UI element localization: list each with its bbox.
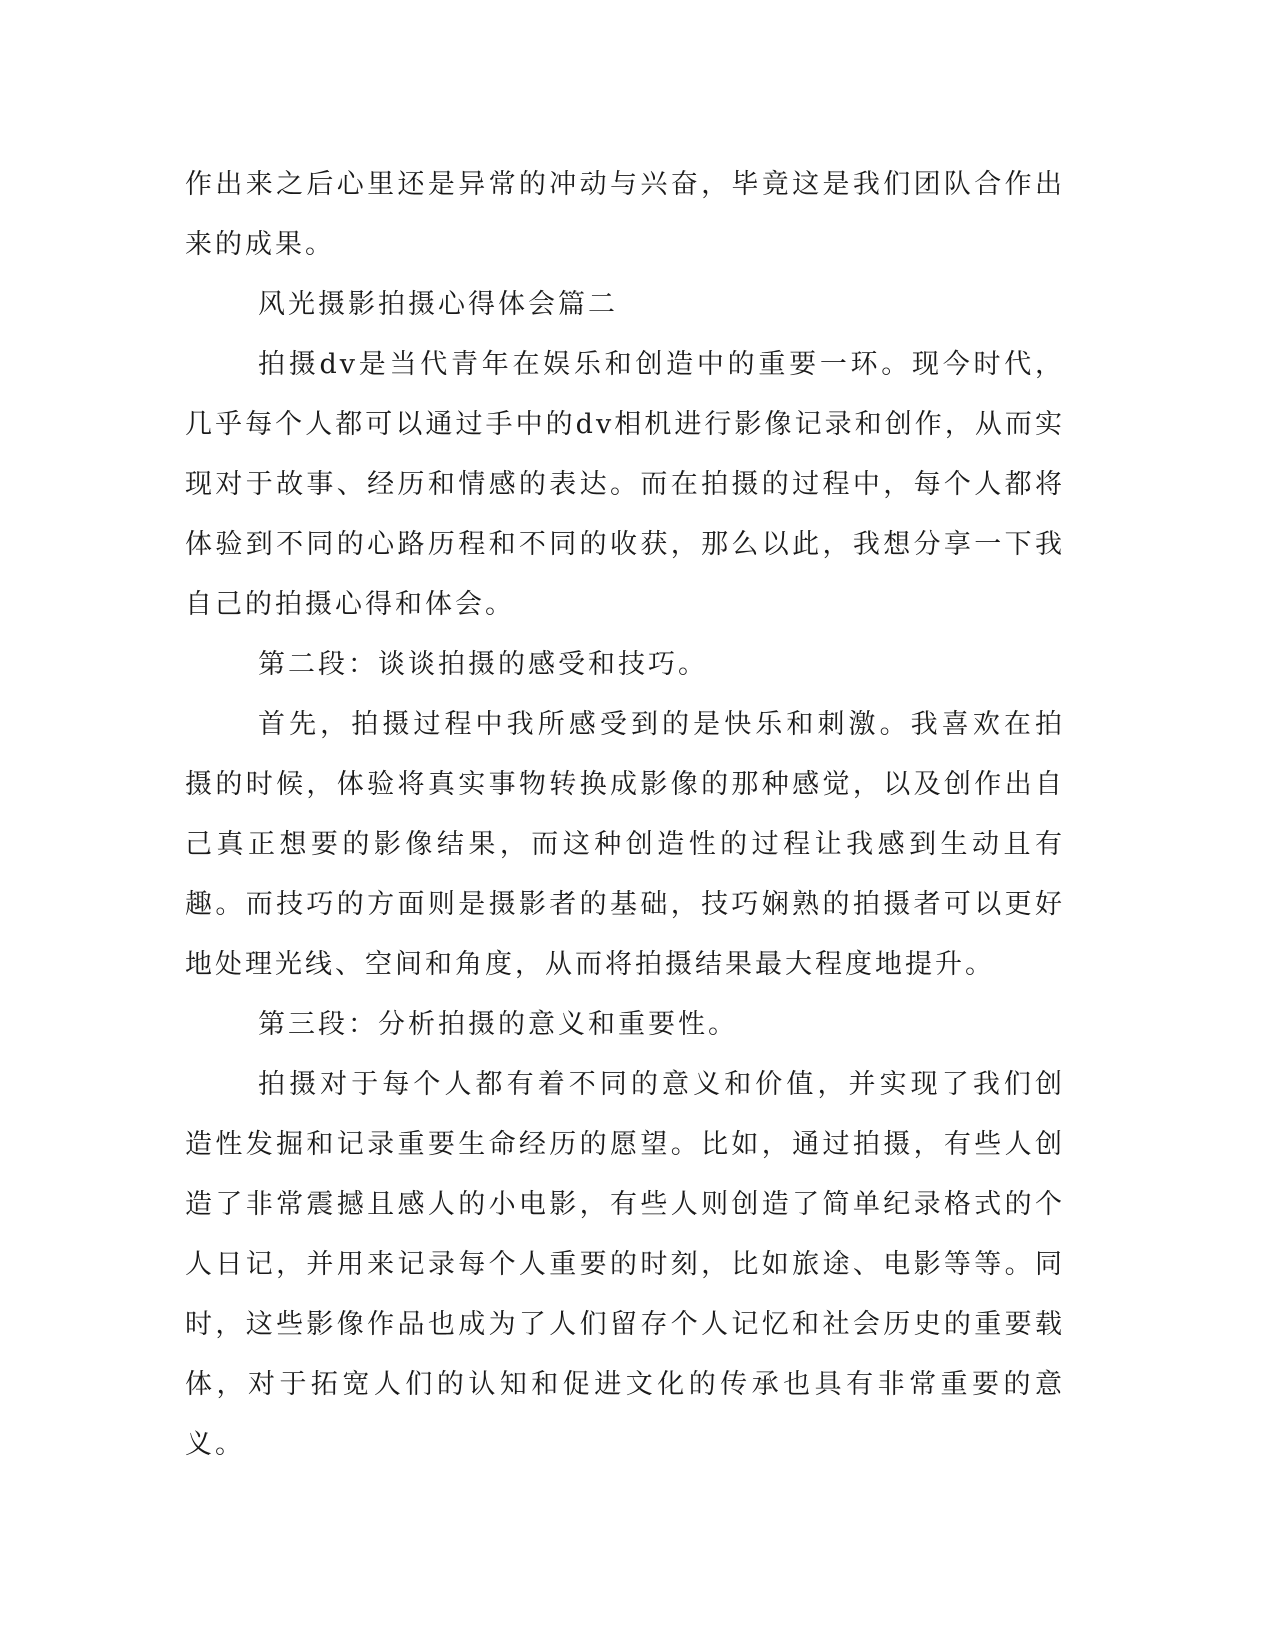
paragraph-feelings-skills: 首先，拍摄过程中我所感受到的是快乐和刺激。我喜欢在拍摄的时候，体验将真实事物转换成影像的那种感觉，以及创作出自己真正想要的影像结果，而这种创造性的过程让我感到生动且有趣。而技巧的方面则是摄影者的基础，技巧娴熟的拍摄者可以更好地处理光线、空间和角度，从而将拍摄结果最大程度地提升。 (185, 709, 1065, 980)
paragraph-meaning: 拍摄对于每个人都有着不同的意义和价值，并实现了我们创造性发掘和记录重要生命经历的愿望。比如，通过拍摄，有些人创造了非常震撼且感人的小电影，有些人则创造了简单纪录格式的个人日记，并用来记录每个人重要的时刻，比如旅途、电影等等。同时，这些影像作品也成为了人们留存个人记忆和社会历史的重要载体，对于拓宽人们的认知和促进文化的传承也具有非常重要的意义。 (185, 1069, 1065, 1460)
section-heading: 风光摄影拍摄心得体会篇二 (258, 289, 618, 320)
document-body (185, 155, 1065, 1475)
paragraph-intro: 拍摄dv是当代青年在娱乐和创造中的重要一环。现今时代，几乎每个人都可以通过手中的dv相机进行影像记录和创作，从而实现对于故事、经历和情感的表达。而在拍摄的过程中，每个人都将体验到不同的心路历程和不同的收获，那么以此，我想分享一下我自己的拍摄心得和体会。 (185, 349, 1065, 620)
section-heading-part-three: 第三段：分析拍摄的意义和重要性。 (258, 1009, 738, 1040)
paragraph-continuation: 作出来之后心里还是异常的冲动与兴奋，毕竟这是我们团队合作出来的成果。 (185, 169, 1065, 260)
section-heading-part-two: 第二段：谈谈拍摄的感受和技巧。 (258, 649, 708, 680)
